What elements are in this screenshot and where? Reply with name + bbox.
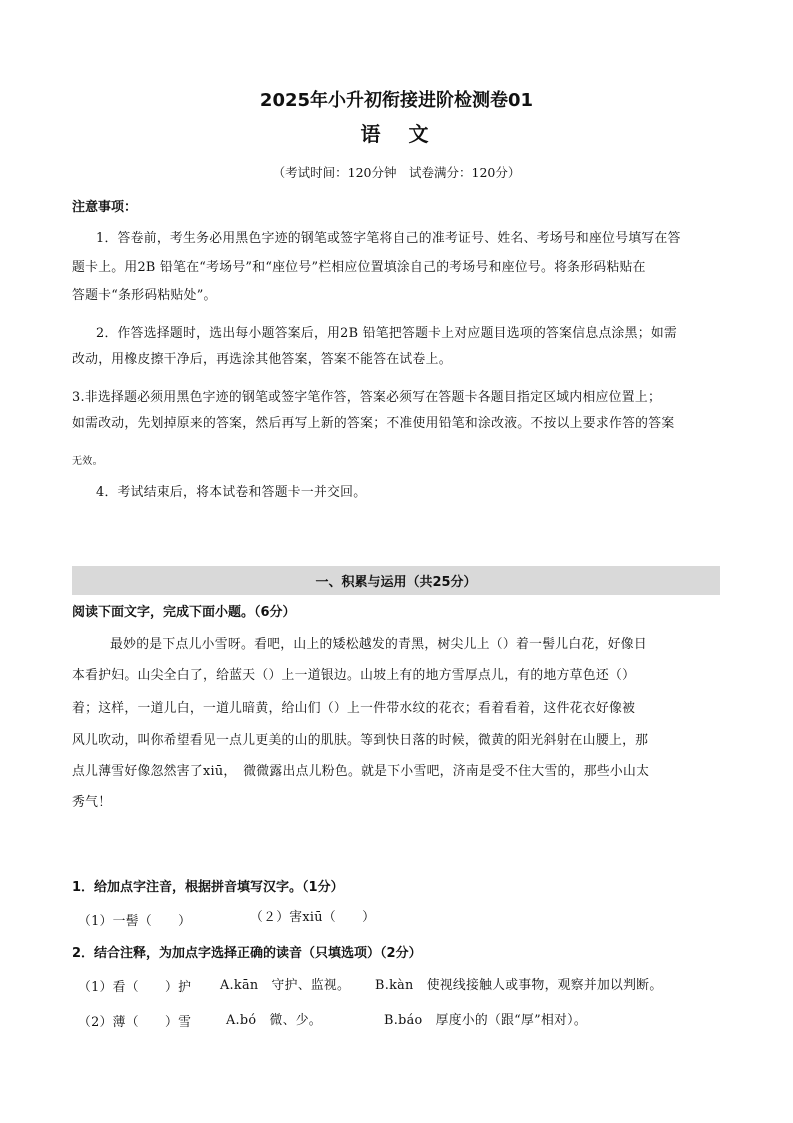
question-2-heading: 2．结合注释，为加点字选择正确的读音（只填选项）（2分） [72,946,422,961]
question-2-item-2-option-a: A.bó 微、少。 [226,1013,322,1028]
passage-line-4: 风儿吹动，叫你希望看见一点儿更美的山的肌肤。等到快日落的时候，微黄的阳光斜射在山腰上，那 [72,733,649,748]
passage-line-5: 点儿薄雪好像忽然害了xiū， 微微露出点儿粉色。就是下小雪吧，济南是受不住大雪的，那些小山太 [72,764,650,779]
notice-item-1-line-3: 答题卡“条形码粘贴处”。 [72,288,217,303]
notice-item-3-line-2: 如需改动，先划掉原来的答案，然后再写上新的答案；不准使用铅笔和涂改液。不按以上要求作答的答案 [72,416,675,431]
question-2-item-2-label[interactable]: （2）薄（ ）雪 [78,1015,192,1030]
exam-time-info: （考试时间：120分钟 试卷满分：120分） [272,165,521,180]
notice-heading: 注意事项： [72,200,138,215]
notice-item-1-line-2: 题卡上。用2B 铅笔在“考场号”和“座位号”栏相应位置填涂自己的考场号和座位号。将条形码粘贴在 [72,260,646,275]
question-1-heading: 1．给加点字注音，根据拼音填写汉字。（1分） [72,880,344,895]
notice-item-2-line-2: 改动，用橡皮擦干净后，再选涂其他答案，答案不能答在试卷上。 [72,352,452,367]
passage-line-6: 秀气！ [72,795,112,810]
question-1-part-1[interactable]: （1）一髻（ ） [78,914,192,929]
notice-item-3-line-1: 3.非选择题必须用黑色字迹的钢笔或签字笔作答，答案必须写在答题卡各题目指定区域内相应位置上； [72,390,662,405]
notice-item-1-line-1: 1．答卷前，考生务必用黑色字迹的钢笔或签字笔将自己的准考证号、姓名、考场号和座位号填写在答 [96,231,681,246]
reading-heading: 阅读下面文字，完成下面小题。（6分） [72,605,296,620]
passage-line-1: 最妙的是下点儿小雪呀。看吧，山上的矮松越发的青黑，树尖儿上（）着一髻儿白花，好像日 [110,637,647,652]
notice-item-3-line-3: 无效。 [72,456,103,467]
exam-subject: 语 文 [360,122,433,146]
passage-line-2: 本看护妇。山尖全白了，给蓝天（）上一道银边。山坡上有的地方雪厚点儿，有的地方草色还（） [72,668,636,683]
question-2-item-1-label[interactable]: （1）看（ ）护 [78,980,192,995]
question-2-item-1-option-b: B.kàn 使视线接触人或事物，观察并加以判断。 [375,978,663,993]
section-1-title: 一、积累与运用（共25分） [315,575,477,590]
exam-title: 2025年小升初衔接进阶检测卷01 [259,90,534,111]
notice-item-2-line-1: 2．作答选择题时，选出每小题答案后，用2B 铅笔把答题卡上对应题目选项的答案信息点涂黑；如需 [96,326,678,341]
passage-line-3: 着；这样，一道儿白，一道儿暗黄，给山们（）上一件带水纹的花衣；看着看着，这件花衣好像被 [72,701,636,716]
question-2-item-2-option-b: B.báo 厚度小的（跟“厚”相对）。 [384,1013,587,1028]
question-1-part-2[interactable]: （２）害xiū（ ） [250,910,376,925]
question-2-item-1-option-a: A.kān 守护、监视。 [220,978,351,993]
notice-item-4: 4．考试结束后，将本试卷和答题卡一并交回。 [96,485,367,500]
